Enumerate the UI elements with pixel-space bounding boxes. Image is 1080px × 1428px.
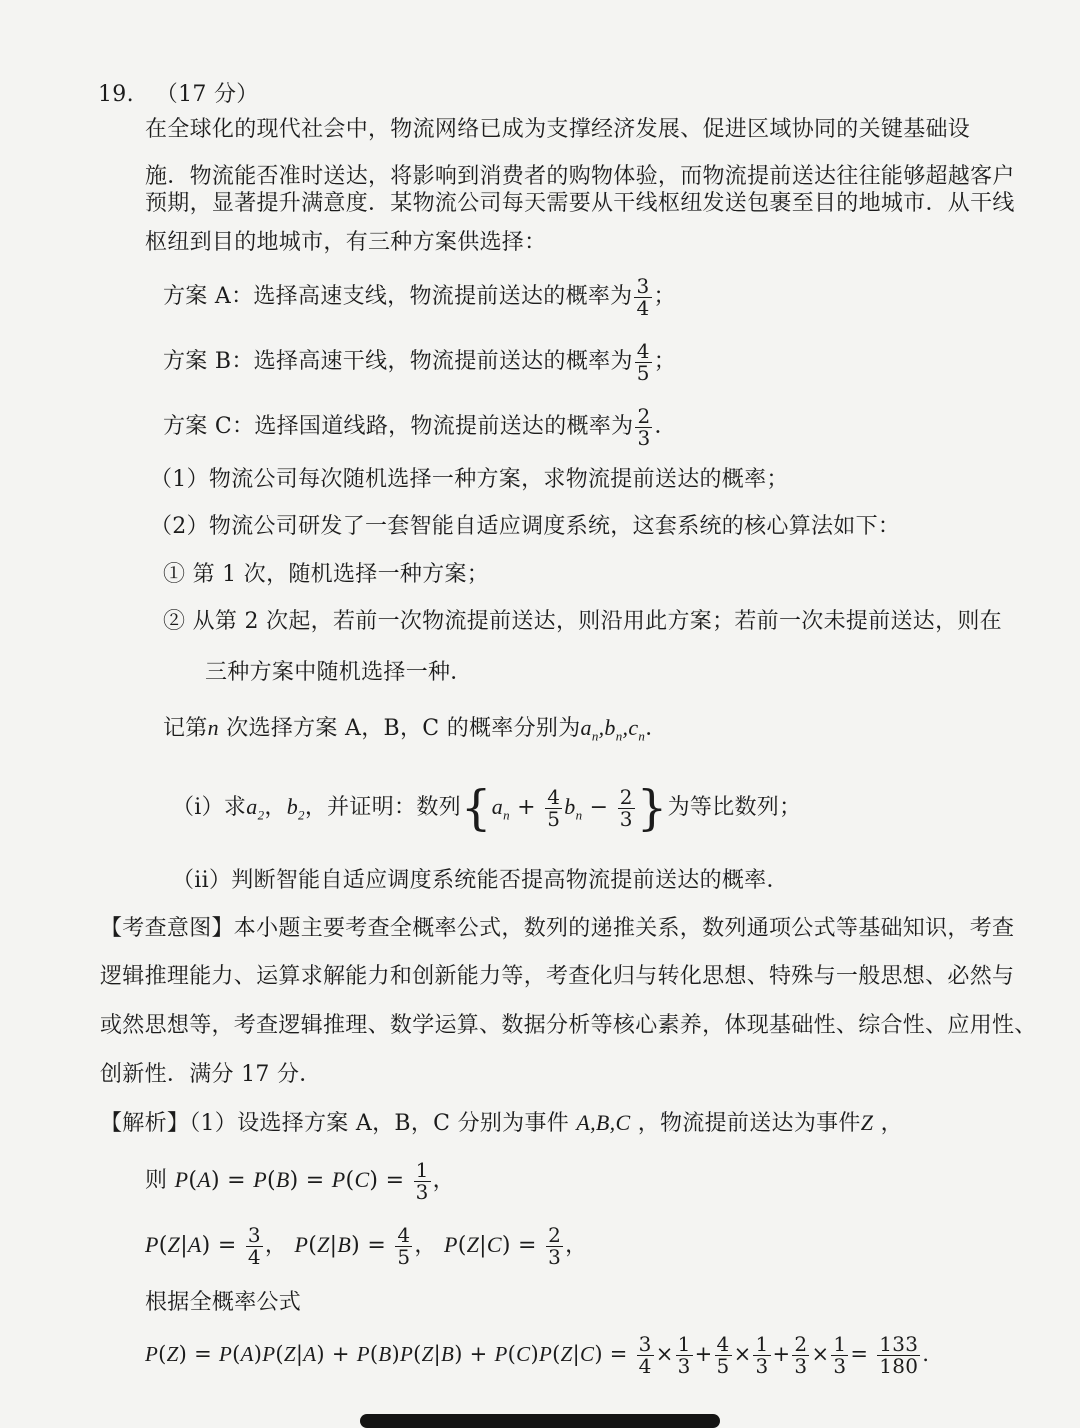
plan-a: 方案 A：选择高速支线，物流提前送达的概率为 $\frac{3}{4}$ ； (163, 273, 676, 320)
notation-line: 记第n 次选择方案 A，B，C 的概率分别为$a_n,b_n,c_n$． (163, 715, 668, 744)
home-indicator-bar (360, 1414, 720, 1428)
fraction-2-3: $\frac{2}{3}$ (637, 403, 651, 450)
step-1: ① 第 1 次，随机选择一种方案； (163, 562, 490, 587)
solution-probabilities: 则 P(A) = P(B) = P(C) = $\frac{1}{3}$ ， (145, 1157, 455, 1204)
solution-line-formula-label: 根据全概率公式 (145, 1290, 302, 1315)
fraction-3-4: $\frac{3}{4}$ (636, 273, 650, 320)
plan-c: 方案 C：选择国道线路，物流提前送达的概率为 $\frac{2}{3}$ ． (163, 403, 677, 450)
plan-b: 方案 B：选择高速干线，物流提前送达的概率为 $\frac{4}{5}$ ； (163, 338, 677, 385)
solution-line-1: 【解析】（1）设选择方案 A，B，C 分别为事件 A,B,C ，物流提前送达为事件Z ， (100, 1110, 903, 1136)
intent-line-3: 或然思想等，考查逻辑推理、数学运算、数据分析等核心素养，体现基础性、综合性、应用性、 (100, 1013, 1037, 1038)
problem-number: 19. (98, 82, 134, 107)
step-2-line-2: 三种方案中随机选择一种． (205, 660, 473, 685)
question-1: （1）物流公司每次随机选择一种方案，求物流提前送达的概率； (150, 467, 789, 492)
question-2: （2）物流公司研发了一套智能自适应调度系统，这套系统的核心算法如下： (150, 514, 901, 539)
intro-line-3: 预期，显著提升满意度．某物流公司每天需要从干线枢纽发送包裹至目的地城市．从干线 (145, 191, 1015, 216)
problem-header (98, 80, 259, 110)
intent-line-2: 逻辑推理能力、运算求解能力和创新能力等，考查化归与转化思想、特殊与一般思想、必然与 (100, 964, 1015, 989)
step-2-line-1: ② 从第 2 次起，若前一次物流提前送达，则沿用此方案；若前一次未提前送达，则在 (163, 609, 1002, 634)
intent-line-4: 创新性．满分 17 分． (100, 1062, 322, 1087)
solution-conditionals: P(Z|A) = $\frac{3}{4}$ ， P(Z|B) = $\frac{4}{5}$ ， P(Z|C) = $\frac{2}{3}$ ， (145, 1222, 588, 1269)
solution-total-probability: P(Z) = P(A)P(Z|A) + P(B)P(Z|B) + P(C)P(Z|C) = $\frac{3}{4}$ × $\frac{1}{3}$ + $\frac{4}{5}$ × $\frac{1}{3}$ + $\frac{2}{3}$ × $\frac{1}{3}$ = $\frac{133}{180}$ ． (145, 1332, 944, 1378)
question-ii: （ii）判断智能自适应调度系统能否提高物流提前送达的概率． (172, 868, 789, 893)
intro-line-2: 施．物流能否准时送达，将影响到消费者的购物体验，而物流提前送达往往能够超越客户 (145, 164, 1015, 189)
intro-line-4: 枢纽到目的地城市，有三种方案供选择： (145, 230, 547, 255)
fraction-4-5: $\frac{4}{5}$ (636, 338, 650, 385)
question-i: （i）求$a_2$，$b_2$，并证明：数列{$a_n$ + $\frac{4}{5}$ $b_n$ − $\frac{2}{3}$ }为等比数列； (172, 780, 802, 836)
problem-points: （17 分） (155, 82, 259, 107)
intro-line-1: 在全球化的现代社会中，物流网络已成为支撑经济发展、促进区域协同的关键基础设 (145, 117, 971, 142)
intent-line-1: 【考查意图】本小题主要考查全概率公式，数列的递推关系，数列通项公式等基础知识，考查 (100, 916, 1015, 941)
